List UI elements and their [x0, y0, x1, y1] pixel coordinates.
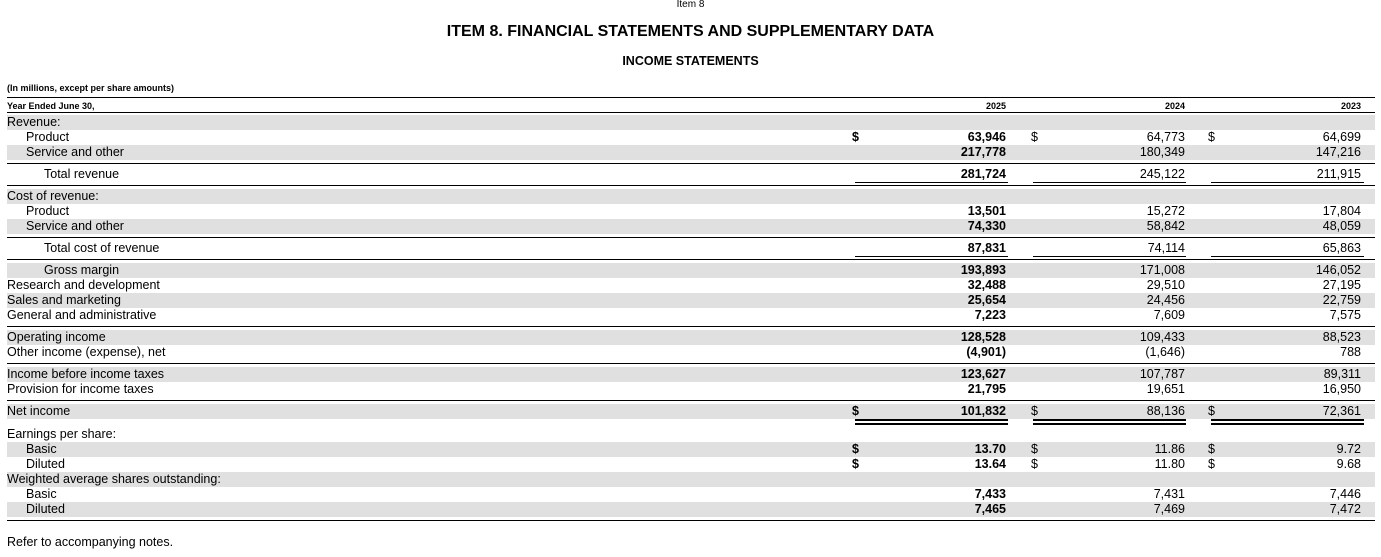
value-2023: 48,059 — [1322, 219, 1361, 233]
row-label: Total revenue — [44, 167, 120, 181]
value-2023: 72,361 — [1322, 404, 1361, 418]
value-2025: 21,795 — [967, 382, 1006, 396]
row-label: Revenue: — [7, 115, 61, 129]
row-label: Research and development — [7, 278, 160, 292]
row-label: Total cost of revenue — [44, 241, 160, 255]
value-2024: 24,456 — [1146, 293, 1185, 307]
value-2024: 107,787 — [1139, 367, 1185, 381]
value-2024: 64,773 — [1146, 130, 1185, 144]
year-header-2023: 2023 — [1340, 101, 1361, 111]
total-underline — [1033, 182, 1186, 183]
row-label: Cost of revenue: — [7, 189, 99, 203]
value-2025: 128,528 — [960, 330, 1006, 344]
currency-symbol: $ — [1208, 130, 1215, 144]
row-label: Basic — [26, 442, 57, 456]
table-row-rev-product — [7, 130, 1375, 145]
value-2023: 22,759 — [1322, 293, 1361, 307]
value-2025: 281,724 — [960, 167, 1006, 181]
table-row-gross-margin — [7, 263, 1375, 278]
expense-separator — [7, 326, 1375, 327]
value-2024: 171,008 — [1139, 263, 1185, 277]
value-2023: 89,311 — [1323, 367, 1361, 381]
value-2025: 101,832 — [960, 404, 1006, 418]
table-row-other-income — [7, 345, 1375, 360]
header-bottom-rule — [7, 112, 1375, 113]
row-label: Diluted — [26, 457, 65, 471]
value-2023: 7,472 — [1329, 502, 1361, 516]
table-row-gna — [7, 308, 1375, 323]
row-label: General and administrative — [7, 308, 157, 322]
table-row-shares — [7, 472, 1375, 487]
table-row-eps-diluted — [7, 457, 1375, 472]
table-row-shares-diluted — [7, 502, 1375, 517]
value-2025: 13.70 — [974, 442, 1006, 456]
statement-title: INCOME STATEMENTS — [622, 54, 759, 68]
row-label: Income before income taxes — [7, 367, 165, 381]
value-2024: 11.86 — [1154, 442, 1185, 456]
currency-symbol: $ — [852, 404, 859, 418]
total-underline — [1033, 419, 1186, 421]
total-underline — [855, 419, 1008, 421]
year-header-2024: 2024 — [1164, 101, 1185, 111]
total-underline — [855, 256, 1008, 257]
value-2023: 9.68 — [1336, 457, 1361, 471]
table-row-total-cor — [7, 241, 1375, 256]
value-2023: 65,863 — [1322, 241, 1361, 255]
row-label: Operating income — [7, 330, 106, 344]
currency-symbol: $ — [1031, 442, 1038, 456]
value-2023: 7,446 — [1329, 487, 1361, 501]
table-row-income-before-tax — [7, 367, 1375, 382]
value-2024: 7,431 — [1153, 487, 1185, 501]
value-2023: 16,950 — [1322, 382, 1361, 396]
table-row-cost-of-revenue — [7, 189, 1375, 204]
table-row-shares-basic — [7, 487, 1375, 502]
row-label: Weighted average shares outstanding: — [7, 472, 221, 486]
value-2025: 32,488 — [967, 278, 1006, 292]
row-label: Service and other — [26, 219, 124, 233]
value-2025: 7,223 — [974, 308, 1006, 322]
value-2025: 193,893 — [960, 263, 1006, 277]
table-row-revenue — [7, 115, 1375, 130]
table-row-total-revenue — [7, 167, 1375, 182]
table-row-rev-service — [7, 145, 1375, 160]
table-top-rule — [7, 97, 1375, 98]
value-2025: 123,627 — [960, 367, 1006, 381]
table-row-eps — [7, 427, 1375, 442]
value-2023: 27,195 — [1322, 278, 1361, 292]
row-label: Basic — [26, 487, 57, 501]
total-underline — [1211, 182, 1364, 183]
total-underline — [855, 423, 1008, 425]
row-label: Diluted — [26, 502, 65, 516]
value-2025: (4,901) — [966, 345, 1006, 359]
year-header-2025: 2025 — [985, 101, 1006, 111]
tax-separator — [7, 400, 1375, 401]
value-2025: 74,330 — [967, 219, 1006, 233]
value-2023: 7,575 — [1329, 308, 1361, 322]
period-label: Year Ended June 30, — [7, 101, 95, 111]
value-2025: 87,831 — [967, 241, 1006, 255]
table-row-cor-service — [7, 219, 1375, 234]
value-2025: 13.64 — [974, 457, 1006, 471]
currency-symbol: $ — [1208, 404, 1215, 418]
total-underline — [1211, 419, 1364, 421]
cost-separator — [7, 237, 1375, 238]
value-2024: 19,651 — [1146, 382, 1185, 396]
row-label: Other income (expense), net — [7, 345, 166, 359]
value-2025: 217,778 — [960, 145, 1006, 159]
row-label: Sales and marketing — [7, 293, 121, 307]
value-2024: 11.80 — [1154, 457, 1185, 471]
currency-symbol: $ — [852, 457, 859, 471]
currency-symbol: $ — [852, 442, 859, 456]
value-2023: 211,915 — [1316, 167, 1361, 181]
table-row-net-income — [7, 404, 1375, 419]
item-label: Item 8 — [676, 0, 705, 10]
value-2024: 245,122 — [1139, 167, 1185, 181]
currency-symbol: $ — [1208, 457, 1215, 471]
total-underline — [1033, 256, 1186, 257]
table-row-operating-income — [7, 330, 1375, 345]
total-underline — [1211, 423, 1364, 425]
row-label: Earnings per share: — [7, 427, 117, 441]
value-2023: 17,804 — [1322, 204, 1361, 218]
value-2024: 180,349 — [1139, 145, 1185, 159]
value-2024: 15,272 — [1146, 204, 1185, 218]
table-row-eps-basic — [7, 442, 1375, 457]
currency-symbol: $ — [1031, 457, 1038, 471]
value-2024: 29,510 — [1146, 278, 1185, 292]
footnote: Refer to accompanying notes. — [7, 535, 174, 549]
row-label: Provision for income taxes — [7, 382, 154, 396]
value-2025: 13,501 — [967, 204, 1006, 218]
table-row-sales-marketing — [7, 293, 1375, 308]
row-label: Product — [26, 130, 70, 144]
value-2023: 146,052 — [1315, 263, 1361, 277]
value-2023: 9.72 — [1336, 442, 1361, 456]
units-note: (In millions, except per share amounts) — [7, 83, 175, 93]
operating-separator — [7, 363, 1375, 364]
value-2024: 7,609 — [1153, 308, 1185, 322]
row-label: Net income — [7, 404, 71, 418]
value-2024: 109,433 — [1139, 330, 1185, 344]
currency-symbol: $ — [1031, 130, 1038, 144]
page-title: ITEM 8. FINANCIAL STATEMENTS AND SUPPLEMENTARY DATA — [446, 23, 935, 40]
total-revenue-separator — [7, 185, 1375, 186]
currency-symbol: $ — [1208, 442, 1215, 456]
value-2024: (1,646) — [1145, 345, 1185, 359]
currency-symbol: $ — [1031, 404, 1038, 418]
value-2023: 788 — [1340, 345, 1361, 359]
value-2024: 58,842 — [1146, 219, 1185, 233]
table-row-rnd — [7, 278, 1375, 293]
value-2023: 147,216 — [1315, 145, 1361, 159]
table-row-cor-product — [7, 204, 1375, 219]
value-2023: 88,523 — [1322, 330, 1361, 344]
value-2025: 7,433 — [974, 487, 1006, 501]
value-2024: 74,114 — [1147, 241, 1185, 255]
table-row-tax-provision — [7, 382, 1375, 397]
value-2025: 63,946 — [967, 130, 1006, 144]
currency-symbol: $ — [852, 130, 859, 144]
total-underline — [855, 182, 1008, 183]
value-2025: 25,654 — [967, 293, 1006, 307]
total-underline — [1211, 256, 1364, 257]
row-label: Product — [26, 204, 70, 218]
table-bottom-rule — [7, 520, 1375, 521]
value-2024: 88,136 — [1146, 404, 1185, 418]
value-2025: 7,465 — [974, 502, 1006, 516]
row-label: Service and other — [26, 145, 124, 159]
value-2023: 64,699 — [1322, 130, 1361, 144]
revenue-separator — [7, 163, 1375, 164]
value-2024: 7,469 — [1153, 502, 1185, 516]
total-cost-separator — [7, 259, 1375, 260]
total-underline — [1033, 423, 1186, 425]
row-label: Gross margin — [44, 263, 120, 277]
